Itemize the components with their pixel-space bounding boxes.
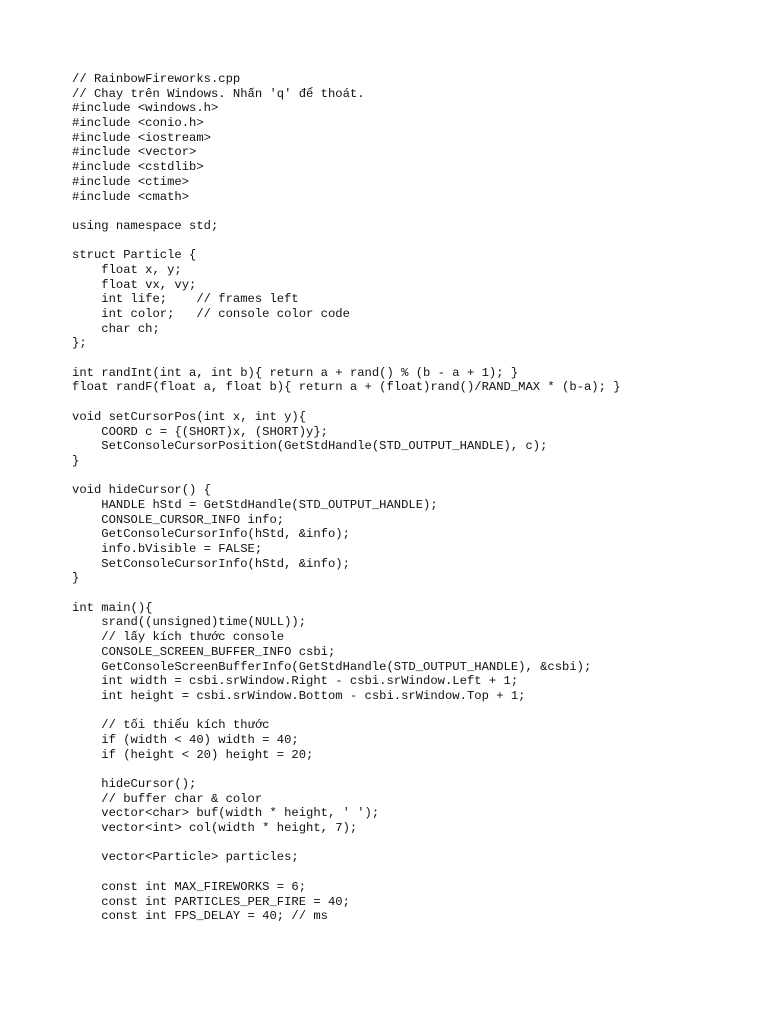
code-line <box>72 234 752 249</box>
code-line: CONSOLE_CURSOR_INFO info; <box>72 512 285 527</box>
code-line: // Chay trên Windows. Nhấn 'q' để thoát. <box>72 86 365 101</box>
code-line: } <box>72 571 80 586</box>
code-line: SetConsoleCursorInfo(hStd, &info); <box>72 556 350 571</box>
code-line: int life; // frames left <box>72 292 299 307</box>
code-line: const int MAX_FIREWORKS = 6; <box>72 879 307 894</box>
code-line: float randF(float a, float b){ return a + (float)rand()/RAND_MAX * (b-a); } <box>72 380 621 395</box>
code-line <box>72 395 752 410</box>
code-line: int height = csbi.srWindow.Bottom - csbi.srWindow.Top + 1; <box>72 688 526 703</box>
code-line: GetConsoleCursorInfo(hStd, &info); <box>72 527 350 542</box>
code-line: float x, y; <box>72 262 182 277</box>
code-line: float vx, vy; <box>72 277 197 292</box>
code-line: hideCursor(); <box>72 777 197 791</box>
code-line: vector<int> col(width * height, 7); <box>72 821 358 836</box>
code-line: srand((unsigned)time(NULL)); <box>72 615 307 630</box>
code-line: if (height < 20) height = 20; <box>72 747 314 762</box>
code-line: #include <ctime> <box>72 174 190 189</box>
code-line: #include <cmath> <box>72 189 190 204</box>
code-line: using namespace std; <box>72 218 219 233</box>
code-line: #include <iostream> <box>72 130 211 145</box>
code-line <box>72 865 752 880</box>
code-line: int color; // console color code <box>72 307 350 321</box>
code-line: char ch; <box>72 321 160 336</box>
code-line: if (width < 40) width = 40; <box>72 732 299 747</box>
code-line: COORD c = {(SHORT)x, (SHORT)y}; <box>72 424 328 439</box>
code-line: int width = csbi.srWindow.Right - csbi.srWindow.Left + 1; <box>72 674 519 689</box>
code-line: CONSOLE_SCREEN_BUFFER_INFO csbi; <box>72 644 336 659</box>
code-line: struct Particle { <box>72 248 197 263</box>
code-line: } <box>72 453 80 468</box>
code-line <box>72 204 752 219</box>
code-line <box>72 836 752 851</box>
code-line: // lấy kích thước console <box>72 630 285 645</box>
code-line: SetConsoleCursorPosition(GetStdHandle(STD_OUTPUT_HANDLE), c); <box>72 439 548 454</box>
code-line: #include <vector> <box>72 145 197 160</box>
code-line <box>72 469 752 484</box>
code-line <box>72 704 752 719</box>
code-line: GetConsoleScreenBufferInfo(GetStdHandle(STD_OUTPUT_HANDLE), &csbi); <box>72 659 592 674</box>
code-line: #include <windows.h> <box>72 101 219 116</box>
code-line <box>72 351 752 366</box>
code-line: }; <box>72 336 87 351</box>
code-line: void setCursorPos(int x, int y){ <box>72 409 307 424</box>
code-line: int randInt(int a, int b){ return a + rand() % (b - a + 1); } <box>72 365 519 380</box>
code-line: void hideCursor() { <box>72 483 211 498</box>
code-line: #include <cstdlib> <box>72 160 204 175</box>
code-line: const int FPS_DELAY = 40; // ms <box>72 909 328 924</box>
code-line: vector<char> buf(width * height, ' '); <box>72 806 380 821</box>
code-line: // tối thiểu kích thước <box>72 718 270 733</box>
code-line: #include <conio.h> <box>72 116 204 131</box>
code-line: // RainbowFireworks.cpp <box>72 72 241 86</box>
code-line <box>72 762 752 777</box>
code-line: HANDLE hStd = GetStdHandle(STD_OUTPUT_HANDLE); <box>72 497 438 512</box>
code-line: info.bVisible = FALSE; <box>72 542 263 556</box>
code-listing <box>72 72 752 924</box>
code-line: const int PARTICLES_PER_FIRE = 40; <box>72 894 350 909</box>
code-line: int main(){ <box>72 600 153 615</box>
code-line: // buffer char & color <box>72 791 263 806</box>
code-line <box>72 586 752 601</box>
code-line: vector<Particle> particles; <box>72 850 299 865</box>
